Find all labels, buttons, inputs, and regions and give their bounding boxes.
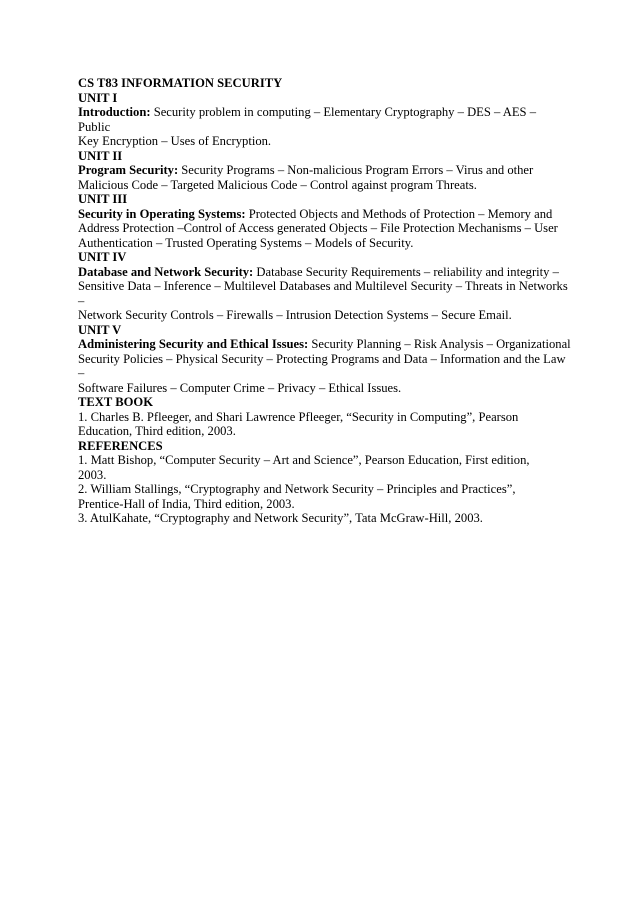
unit-line <box>78 105 578 120</box>
unit-line: Security Policies – Physical Security – Protecting Programs and Data – Information and the Law <box>78 351 566 366</box>
unit-section-3 <box>78 192 578 250</box>
unit-line: Network Security Controls – Firewalls – Intrusion Detection Systems – Secure Email. <box>78 308 512 322</box>
unit-heading: UNIT IV <box>78 250 127 264</box>
reference-line: 2. William Stallings, “Cryptography and Network Security – Principles and Practices”, <box>78 482 516 496</box>
unit-heading: UNIT III <box>78 192 128 206</box>
reference-line: Prentice-Hall of India, Third edition, 2003. <box>78 496 295 511</box>
unit-lead: Introduction: <box>78 105 151 119</box>
unit-line: Software Failures – Computer Crime – Privacy – Ethical Issues. <box>78 380 402 395</box>
unit-heading: UNIT I <box>78 90 118 105</box>
reference-line: 3. AtulKahate, “Cryptography and Network Security”, Tata McGraw-Hill, 2003. <box>78 511 483 525</box>
unit-heading: UNIT V <box>78 322 122 337</box>
unit-line: Public <box>78 119 111 134</box>
unit-line: – <box>78 293 85 308</box>
unit-lead: Security in Operating Systems: <box>78 206 246 221</box>
unit-line: Authentication – Trusted Operating Systems – Models of Security. <box>78 235 414 250</box>
unit-text: Security Programs – Non-malicious Program Errors – Virus and other <box>178 163 534 177</box>
unit-section-4 <box>78 250 578 323</box>
unit-lead: Program Security: <box>78 163 179 177</box>
reference-line: 1. Matt Bishop, “Computer Security – Art and Science”, Pearson Education, First edition, <box>78 453 530 467</box>
unit-line: – <box>78 366 85 380</box>
text-book-line: Education, Third edition, 2003. <box>78 424 236 438</box>
text-book-section <box>78 395 578 439</box>
unit-text: Protected Objects and Methods of Protection – Memory and <box>245 206 553 221</box>
text-book-heading: TEXT BOOK <box>78 395 154 409</box>
references-section <box>78 439 578 526</box>
unit-lead: Database and Network Security: <box>78 264 254 279</box>
unit-section-1 <box>78 91 578 149</box>
unit-line: Sensitive Data – Inference – Multilevel Databases and Multilevel Security – Threats in Networks <box>78 279 568 293</box>
unit-line <box>78 207 578 222</box>
syllabus-page <box>78 76 578 526</box>
unit-section-2 <box>78 149 578 193</box>
unit-heading: UNIT II <box>78 148 123 163</box>
unit-text: Security problem in computing – Elementary Cryptography – DES – AES – <box>150 105 537 119</box>
unit-line: Key Encryption – Uses of Encryption. <box>78 134 272 148</box>
references-heading: REFERENCES <box>78 438 163 453</box>
unit-lead: Administering Security and Ethical Issues: <box>78 337 309 351</box>
course-title: CS T83 INFORMATION SECURITY <box>78 76 283 90</box>
unit-line <box>78 163 578 178</box>
unit-line: Malicious Code – Targeted Malicious Code – Control against program Threats. <box>78 177 477 192</box>
unit-line <box>78 265 578 280</box>
unit-text: Security Planning – Risk Analysis – Organizational <box>308 337 571 351</box>
reference-line: 2003. <box>78 467 107 482</box>
unit-line <box>78 337 578 352</box>
unit-section-5 <box>78 323 578 396</box>
unit-line: Address Protection –Control of Access generated Objects – File Protection Mechanisms – User <box>78 221 558 235</box>
text-book-line: 1. Charles B. Pfleeger, and Shari Lawrence Pfleeger, “Security in Computing”, Pearson <box>78 409 519 424</box>
unit-text: Database Security Requirements – reliability and integrity – <box>253 264 559 279</box>
